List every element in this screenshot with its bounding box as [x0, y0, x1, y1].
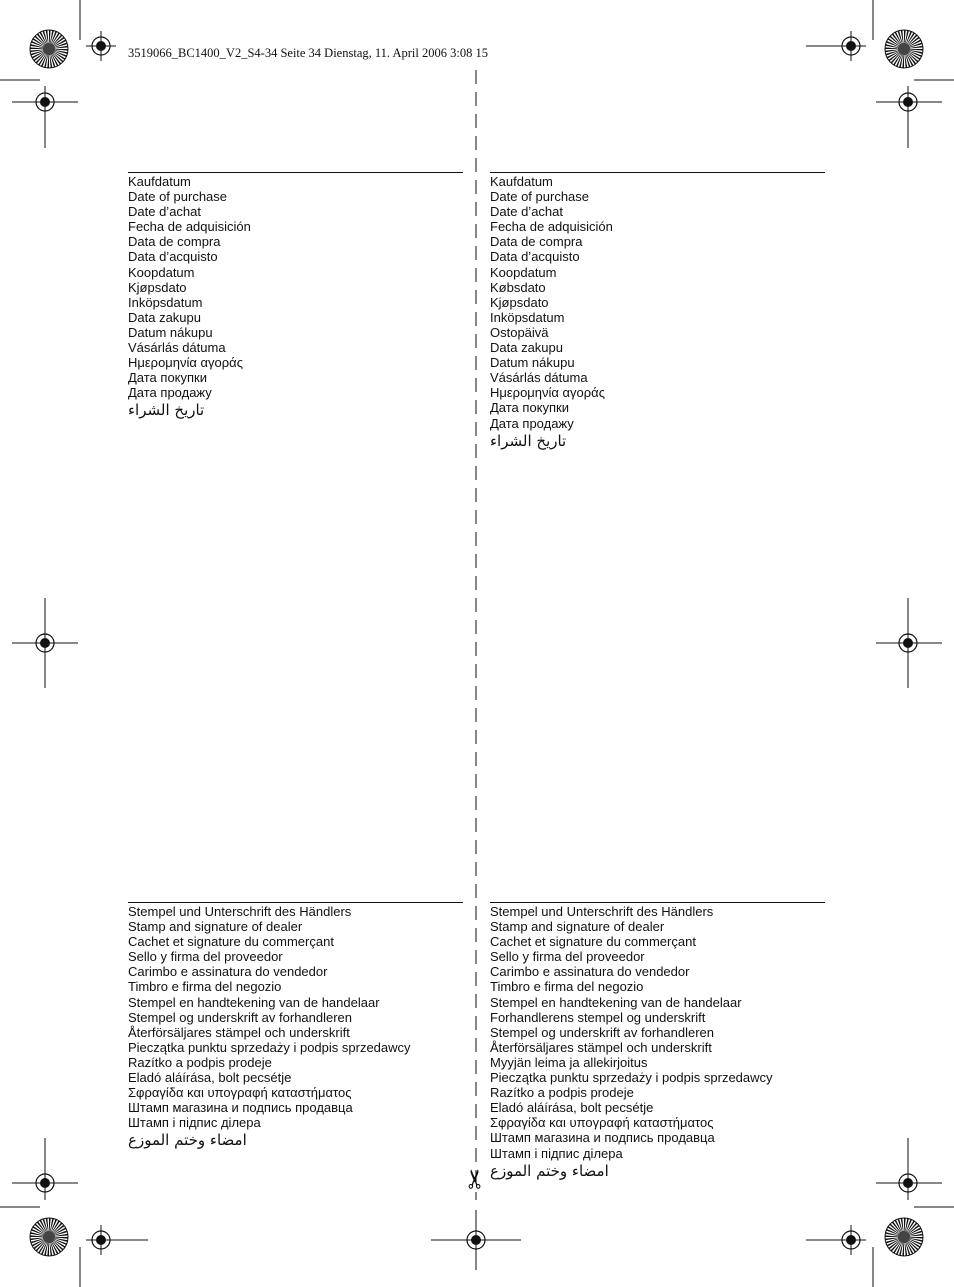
- left-stamp-line: Pieczątka punktu sprzedaży i podpis sprzedawcy: [128, 1039, 411, 1055]
- right-stamp-line: Eladó aláírása, bolt pecsétje: [490, 1100, 654, 1116]
- right-date-arabic: تاريخ الشراء: [490, 431, 567, 450]
- left-date-line: Vásárlás dátuma: [128, 340, 226, 356]
- right-date-line: Ostopäivä: [490, 324, 549, 340]
- registration-mark-left-lower: [12, 1138, 78, 1200]
- right-stamp-line: Razítko a podpis prodeje: [490, 1085, 634, 1101]
- right-date-line: Data de compra: [490, 234, 583, 250]
- left-date-line: Date of purchase: [128, 189, 228, 205]
- right-stamp-line: Cachet et signature du commerçant: [490, 934, 696, 950]
- registration-mark-left-upper: [12, 86, 78, 148]
- left-stamp-line: Stamp and signature of dealer: [128, 919, 303, 935]
- right-stamp-line: Sello y firma del proveedor: [490, 949, 645, 965]
- left-date-line: Kaufdatum: [128, 174, 191, 189]
- registration-mark-left-middle: [12, 598, 78, 688]
- left-stamp-line: Stempel og underskrift av forhandleren: [128, 1009, 353, 1025]
- right-stamp-line: Штамп і підпис ділера: [490, 1145, 623, 1161]
- right-stamp-line: Stempel und Unterschrift des Händlers: [490, 904, 714, 919]
- right-stamp-line: Σφραγίδα και υπογραφή καταστήματος: [490, 1115, 714, 1131]
- left-date-line: Ημερομηνία αγοράς: [128, 355, 243, 371]
- left-stamp-line: Återförsäljares stämpel och underskrift: [128, 1024, 350, 1040]
- registration-mark-top-right: [806, 31, 866, 61]
- right-date-line: Koopdatum: [490, 264, 557, 280]
- left-date-line: Fecha de adquisición: [128, 219, 251, 235]
- right-stamp-arabic: امضاء وختم الموزع: [490, 1161, 609, 1180]
- left-stamp-line: Stempel en handtekening van de handelaar: [128, 994, 380, 1010]
- color-starburst-icon-bottom-right: [885, 1218, 923, 1256]
- right-date-line: Date of purchase: [490, 189, 590, 205]
- left-stamp-line: Cachet et signature du commerçant: [128, 934, 334, 950]
- right-date-line: Date d’achat: [490, 204, 563, 220]
- left-stamp-line: Timbro e firma del negozio: [128, 979, 282, 995]
- left-date-arabic: تاريخ الشراء: [128, 401, 205, 420]
- left-stamp-line: Stempel und Unterschrift des Händlers: [128, 904, 352, 919]
- scissors-icon: ✂: [461, 1168, 491, 1190]
- registration-mark-top-left: [86, 31, 116, 61]
- left-stamp-line: Eladó aláírása, bolt pecsétje: [128, 1070, 292, 1086]
- print-slug-header: 3519066_BC1400_V2_S4-34 Seite 34 Dienstag, 11. April 2006 3:08 15: [128, 46, 488, 60]
- left-date-line: Дата продажу: [128, 385, 212, 401]
- registration-mark-bottom-left: [86, 1225, 148, 1255]
- color-starburst-icon-bottom-left: [30, 1218, 68, 1256]
- left-stamp-line: Штамп магазина и подпись продавца: [128, 1100, 353, 1116]
- left-date-line: Дата покупки: [128, 370, 207, 386]
- left-stamp-line: Razítko a podpis prodeje: [128, 1054, 272, 1070]
- right-date-line: Inköpsdatum: [490, 309, 565, 325]
- right-purchase-date-block: [490, 172, 825, 452]
- color-starburst-icon-top-left: [30, 30, 68, 68]
- right-date-line: Fecha de adquisición: [490, 219, 613, 235]
- right-stamp-line: Timbro e firma del negozio: [490, 979, 644, 995]
- right-date-line: Datum nákupu: [490, 355, 575, 371]
- left-date-line: Datum nákupu: [128, 324, 213, 340]
- left-date-line: Date d’achat: [128, 204, 201, 220]
- right-stamp-line: Stamp and signature of dealer: [490, 919, 665, 935]
- right-stamp-line: Pieczątka punktu sprzedaży i podpis sprzedawcy: [490, 1070, 773, 1086]
- left-stamp-line: Σφραγίδα και υπογραφή καταστήματος: [128, 1085, 352, 1101]
- registration-mark-right-upper: [876, 86, 942, 148]
- left-dealer-stamp-block: [128, 902, 463, 1151]
- left-stamp-line: Sello y firma del proveedor: [128, 949, 283, 965]
- left-date-line: Data de compra: [128, 234, 221, 250]
- left-date-line: Inköpsdatum: [128, 294, 203, 310]
- right-dealer-stamp-block: [490, 902, 825, 1182]
- right-date-line: Data d’acquisto: [490, 249, 580, 265]
- right-stamp-line: Återförsäljares stämpel och underskrift: [490, 1039, 712, 1055]
- right-date-line: Vásárlás dátuma: [490, 370, 588, 386]
- right-date-line: Дата продажу: [490, 415, 574, 431]
- registration-mark-right-lower: [876, 1138, 942, 1200]
- registration-mark-right-middle: [876, 598, 942, 688]
- left-stamp-line: Carimbo e assinatura do vendedor: [128, 964, 328, 980]
- left-stamp-line: Штамп і підпис ділера: [128, 1115, 261, 1131]
- right-stamp-line: Stempel en handtekening van de handelaar: [490, 994, 742, 1010]
- left-date-line: Koopdatum: [128, 264, 195, 280]
- right-date-line: Købsdato: [490, 279, 546, 295]
- right-date-line: Дата покупки: [490, 400, 569, 416]
- right-stamp-line: Forhandlerens stempel og underskrift: [490, 1009, 706, 1025]
- left-purchase-date-block: [128, 172, 463, 421]
- color-starburst-icon-top-right: [885, 30, 923, 68]
- right-stamp-line: Stempel og underskrift av forhandleren: [490, 1024, 715, 1040]
- left-stamp-arabic: امضاء وختم الموزع: [128, 1131, 247, 1150]
- right-date-line: Kaufdatum: [490, 174, 553, 189]
- right-date-line: Data zakupu: [490, 340, 563, 356]
- registration-mark-bottom-center: [431, 1210, 521, 1270]
- right-date-line: Kjøpsdato: [490, 294, 549, 310]
- right-stamp-line: Myyjän leima ja allekirjoitus: [490, 1054, 648, 1070]
- right-date-line: Ημερομηνία αγοράς: [490, 385, 605, 401]
- left-date-line: Data d’acquisto: [128, 249, 218, 265]
- registration-mark-bottom-right: [806, 1225, 866, 1255]
- left-date-line: Data zakupu: [128, 309, 201, 325]
- right-stamp-line: Штамп магазина и подпись продавца: [490, 1130, 715, 1146]
- left-date-line: Kjøpsdato: [128, 279, 187, 295]
- right-stamp-line: Carimbo e assinatura do vendedor: [490, 964, 690, 980]
